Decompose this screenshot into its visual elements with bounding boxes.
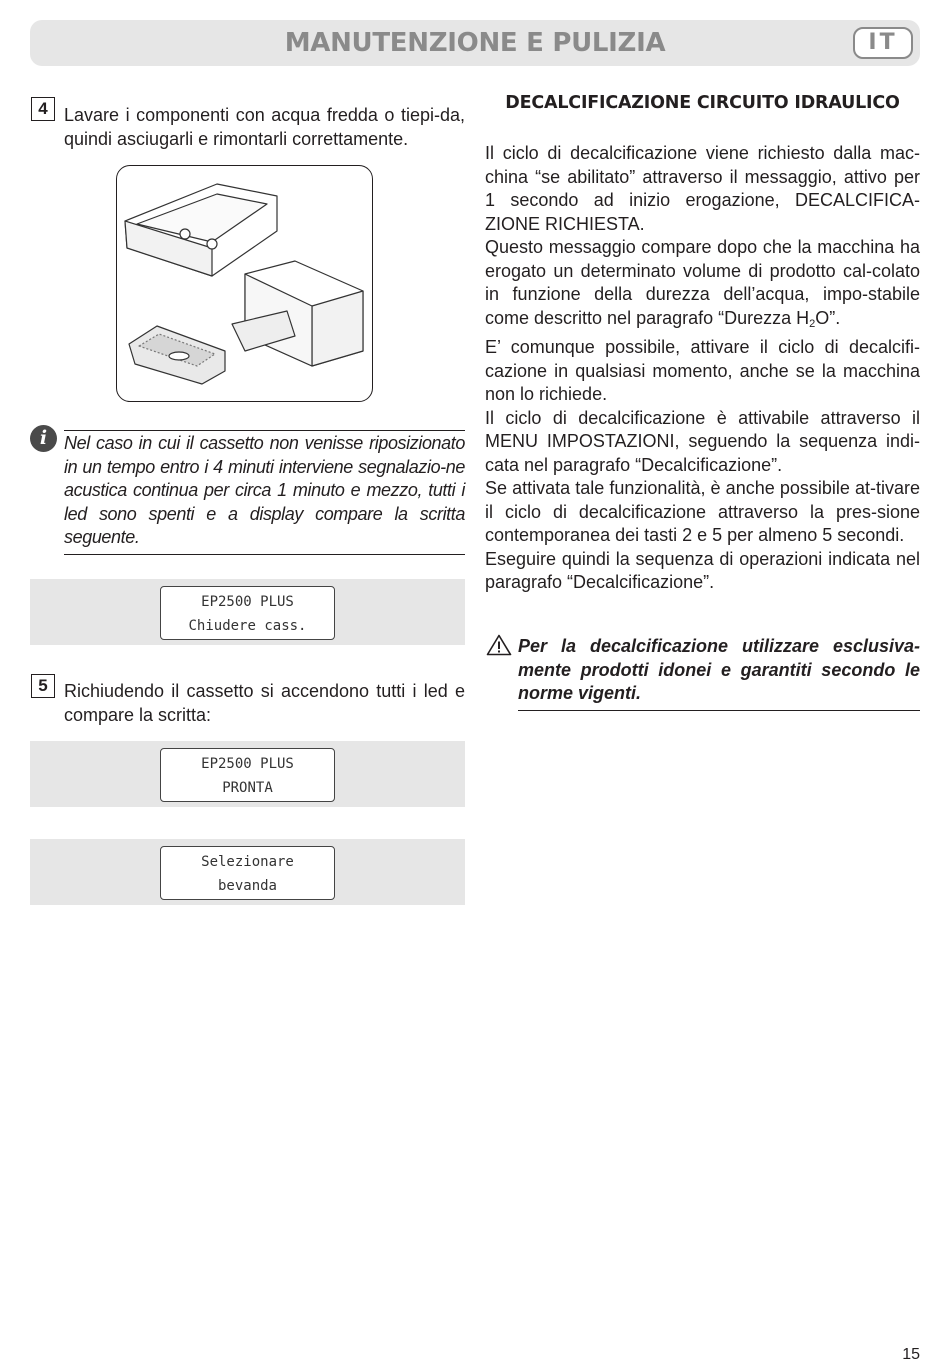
page-header bbox=[30, 20, 920, 66]
paragraph-3: E’ comunque possibile, attivare il ciclo di decalcifi-cazione in qualsiasi momento, anche se la macchina non lo richiede. bbox=[485, 337, 920, 404]
display-band-select-beverage bbox=[30, 839, 465, 905]
step-4-number: 4 bbox=[31, 97, 55, 121]
page-number: 15 bbox=[902, 1346, 920, 1363]
paragraph-1: Il ciclo di decalcificazione viene richiesto dalla mac-china “se abilitato” attraverso il messaggio, attivo per 1 secondo ad inizio erogazione, DECALCIFICA-ZIONE RICHIESTA. bbox=[485, 143, 920, 234]
lcd-line-2: PRONTA bbox=[222, 780, 273, 796]
paragraph-2-text: Questo messaggio compare dopo che la macchina ha erogato un determinato volume di prodotto cal-colato in funzione della durezza dell’acqua, impo-stabile come descritto nel paragrafo “Durezza H bbox=[485, 237, 920, 328]
step-4-text: Lavare i componenti con acqua fredda o tiepi-da, quindi asciugarli e rimontarli correttamente. bbox=[64, 105, 465, 149]
warning-triangle-icon bbox=[486, 634, 512, 656]
lcd-display bbox=[160, 748, 335, 802]
paragraph-6: Eseguire quindi la sequenza di operazioni indicata nel paragrafo “Decalcificazione”. bbox=[485, 548, 920, 592]
info-note: Nel caso in cui il cassetto non venisse riposizionato in un tempo entro i 4 minuti interviene segnalazio-ne acustica continua per circa 1 minuto e mezzo, tutti i led sono spenti e a display compare la scritta seguente. bbox=[64, 430, 465, 555]
paragraph-5: Se attivata tale funzionalità, è anche possibile at-tivare il ciclo di decalcificazione attraverso la pres-sione contemporanea dei tasti 2 e 5 per almeno 5 secondi. bbox=[485, 478, 920, 545]
lcd-display bbox=[160, 846, 335, 900]
page-title: MANUTENZIONE E PULIZIA bbox=[284, 28, 666, 58]
lcd-line-1: Selezionare bbox=[201, 854, 294, 870]
right-column-text bbox=[485, 142, 920, 595]
info-icon: i bbox=[30, 425, 57, 452]
lcd-line-2: Chiudere cass. bbox=[188, 618, 307, 634]
paragraph-4: Il ciclo di decalcificazione è attivabile attraverso il MENU IMPOSTAZIONI, seguendo la sequenza indi-cata nel paragrafo “Decalcificazione”. bbox=[485, 407, 920, 475]
drawer-illustration bbox=[116, 165, 373, 402]
step-5-text: Richiudendo il cassetto si accendono tutti i led e compare la scritta: bbox=[64, 681, 465, 725]
drip-tray-and-grounds-drawer-icon bbox=[117, 166, 371, 400]
lcd-display bbox=[160, 586, 335, 640]
warning-note: Per la decalcificazione utilizzare esclusiva-mente prodotti idonei e garantiti secondo le norme vigenti. bbox=[518, 635, 920, 711]
display-band-closing-drawer bbox=[30, 579, 465, 645]
paragraph-2-end: O”. bbox=[815, 307, 841, 328]
subscript-2: 2 bbox=[809, 317, 816, 330]
step-5-number: 5 bbox=[31, 674, 55, 698]
display-band-ready bbox=[30, 741, 465, 807]
language-badge: IT bbox=[853, 27, 913, 59]
section-heading: DECALCIFICAZIONE CIRCUITO IDRAULICO bbox=[505, 93, 900, 113]
lcd-line-1: EP2500 PLUS bbox=[201, 756, 294, 772]
lcd-line-2: bevanda bbox=[217, 878, 277, 894]
lcd-line-1: EP2500 PLUS bbox=[201, 594, 294, 610]
paragraph-2 bbox=[485, 236, 920, 336]
